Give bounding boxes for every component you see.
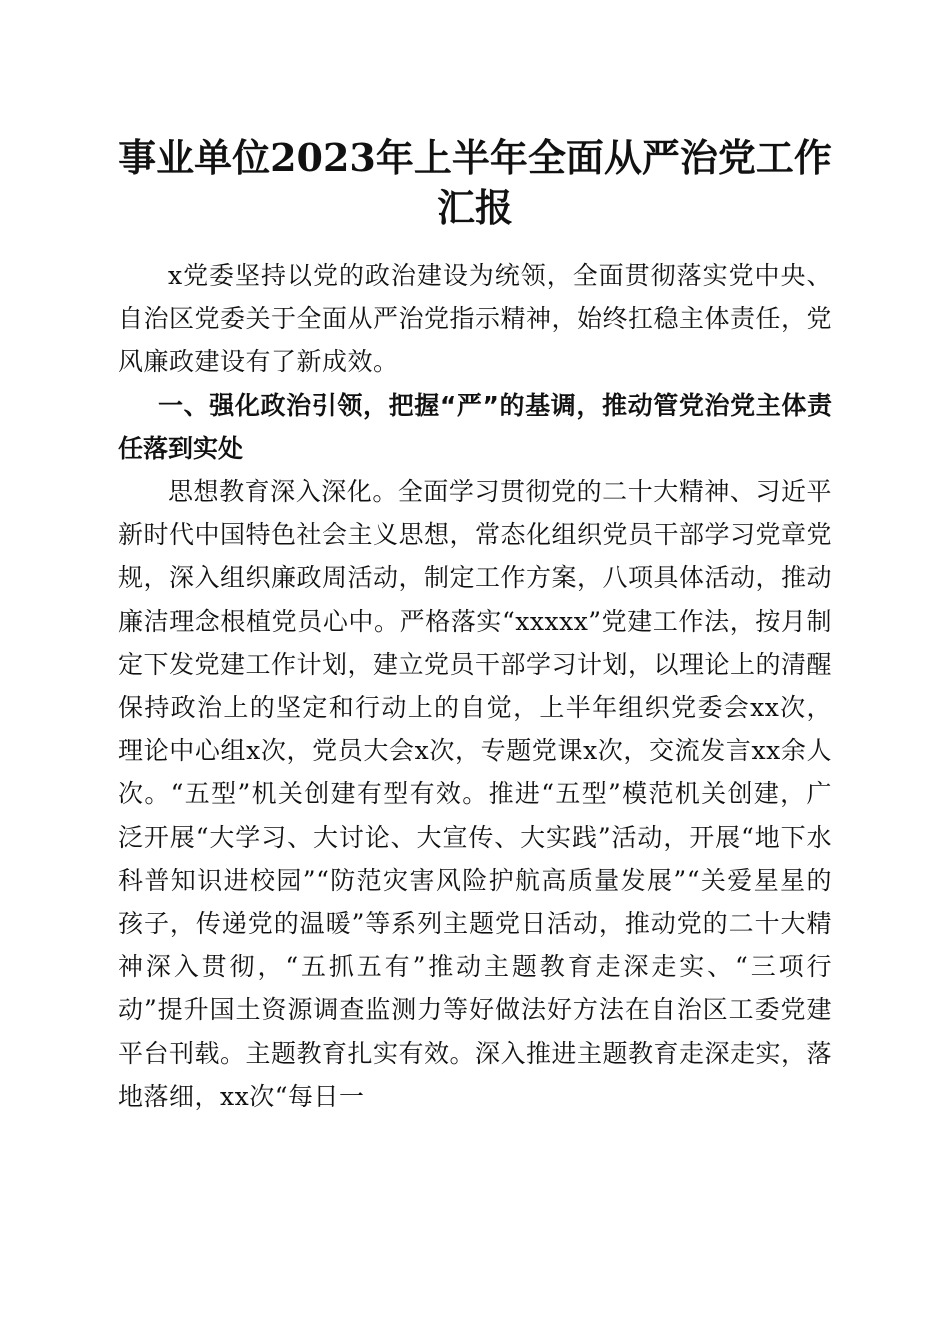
section-1-heading: 一、强化政治引领，把握“严”的基调，推动管党治党主体责任落到实处 (118, 390, 832, 463)
document-body (118, 254, 832, 1118)
intro-paragraph: x党委坚持以党的政治建设为统领，全面贯彻落实党中央、自治区党委关于全面从严治党指示精神，始终扛稳主体责任，党风廉政建设有了新成效。 (118, 261, 833, 377)
section-1-paragraph: 思想教育深入深化。全面学习贯彻党的二十大精神、习近平新时代中国特色社会主义思想，常态化组织党员干部学习党章党规，深入组织廉政周活动，制定工作方案，八项具体活动，推动廉洁理念根植党员心中。严格落实“xxxxx”党建工作法，按月制定下发党建工作计划，建立党员干部学习计划，以理论上的清醒保持政治上的坚定和行动上的自觉，上半年组织党委会xx次，理论中心组x次，党员大会x次，专题党课x次，交流发言xx余人次。“五型”机关创建有型有效。推进“五型”模范机关创建，广泛开展“大学习、大讨论、大宣传、大实践”活动，开展“地下水科普知识进校园”“防范灾害风险护航高质量发展”“关爱星星的孩子，传递党的温暖”等系列主题党日活动，推动党的二十大精神深入贯彻，“五抓五有”推动主题教育走深走实、“三项行动”提升国土资源调查监测力等好做法好方法在自治区工委党建平台刊载。主题教育扎实有效。深入推进主题教育走深走实，落地落细，xx次“每日一 (118, 477, 833, 1111)
document-title: 事业单位2023年上半年全面从严治党工作汇报 (118, 135, 832, 230)
